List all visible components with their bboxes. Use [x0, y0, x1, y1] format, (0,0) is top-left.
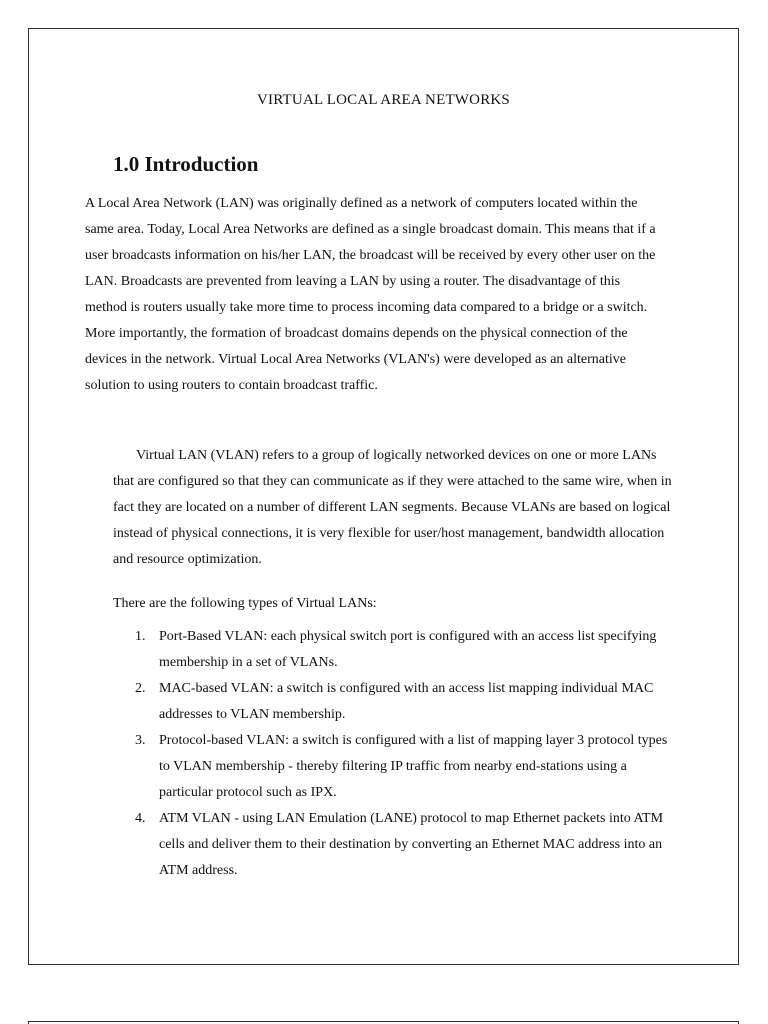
- list-item: [113, 728, 673, 806]
- document-title: VIRTUAL LOCAL AREA NETWORKS: [257, 92, 510, 108]
- list-item-number: 3.: [135, 733, 146, 748]
- list-item-number: 4.: [135, 811, 146, 826]
- list-item-number: 1.: [135, 629, 146, 644]
- list-item-text: Protocol-based VLAN: a switch is configured with a list of mapping layer 3 protocol types to VLAN membership - thereby filtering IP traffic from nearby end-stations using a particular protocol such as IPX.: [159, 733, 668, 800]
- list-item-text: MAC-based VLAN: a switch is configured with an access list mapping individual MAC addresses to VLAN membership.: [159, 681, 654, 722]
- section-heading: 1.0 Introduction: [113, 152, 259, 176]
- document-page: [28, 28, 739, 965]
- list-item-text: ATM VLAN - using LAN Emulation (LANE) protocol to map Ethernet packets into ATM cells and deliver them to their destination by converting an Ethernet MAC address into an ATM address.: [159, 811, 664, 878]
- list-item: [113, 624, 673, 676]
- list-item-text: Port-Based VLAN: each physical switch port is configured with an access list specifying membership in a set of VLANs.: [159, 629, 657, 670]
- vlan-types-list: [113, 624, 673, 884]
- vlan-definition-paragraph: Virtual LAN (VLAN) refers to a group of logically networked devices on one or more LANs that are configured so that they can communicate as if they were attached to the same wire, when in fact they are located on a number of different LAN segments. Because VLANs are based on logical instead of physical connections, it is very flexible for user/host management, bandwidth allocation and resource optimization.: [113, 448, 672, 567]
- list-item: [113, 676, 673, 728]
- list-item-number: 2.: [135, 681, 146, 696]
- types-intro-paragraph: There are the following types of Virtual LANs:: [113, 596, 377, 611]
- list-item: [113, 806, 673, 884]
- intro-paragraph: A Local Area Network (LAN) was originally defined as a network of computers located within the same area. Today, Local Area Networks are defined as a single broadcast domain. This means that if a user broadcasts information on his/her LAN, the broadcast will be received by every other user on the LAN. Broadcasts are prevented from leaving a LAN by using a router. The disadvantage of this method is routers usually take more time to process incoming data compared to a bridge or a switch. More importantly, the formation of broadcast domains depends on the physical connection of the devices in the network. Virtual Local Area Networks (VLAN's) were developed as an alternative solution to using routers to contain broadcast traffic.: [85, 196, 656, 393]
